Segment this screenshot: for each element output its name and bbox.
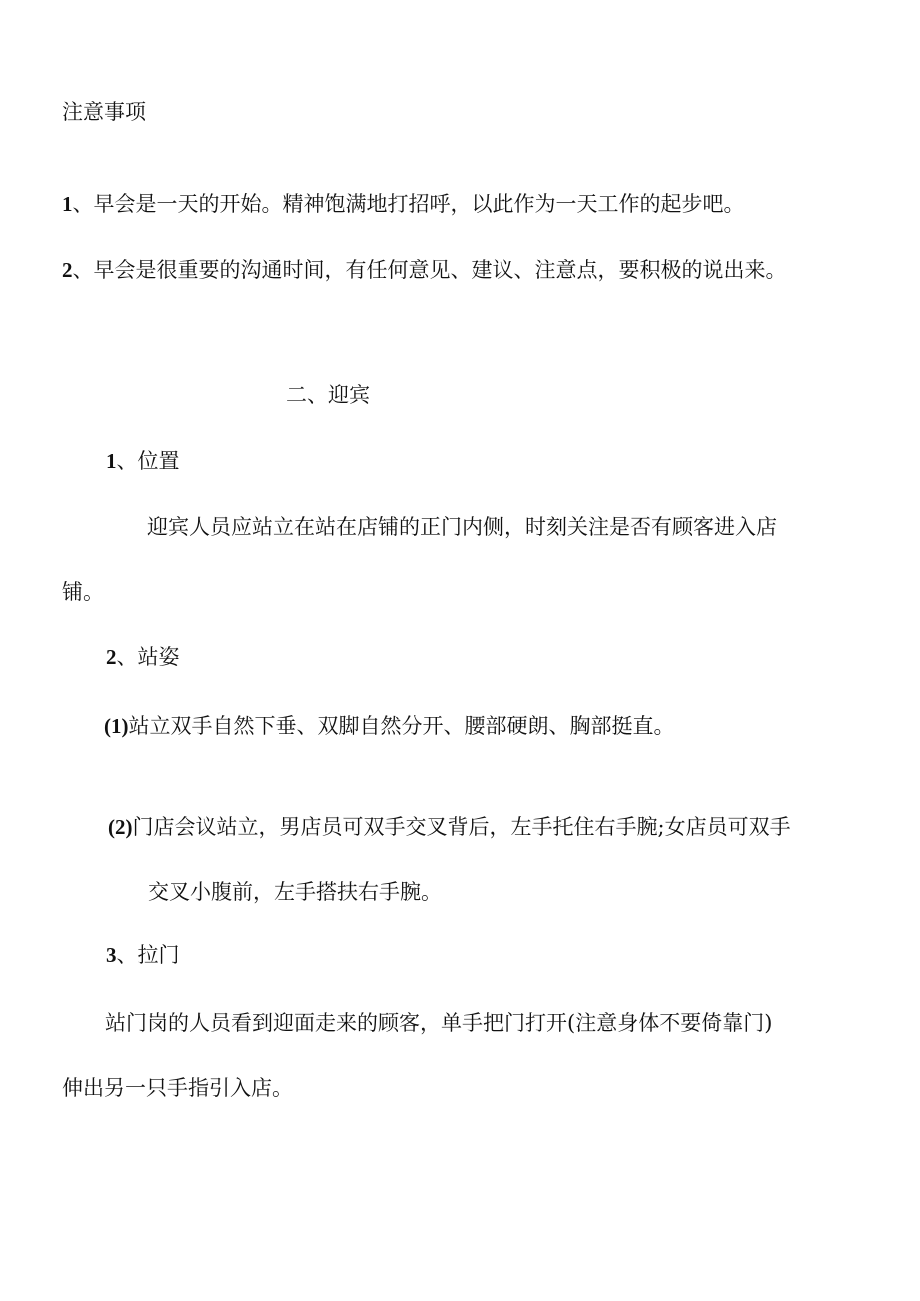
- point-text: 门店会议站立，男店员可双手交叉背后，左手托住右手腕;女店员可双手: [132, 815, 791, 839]
- item-number: 1: [106, 449, 117, 473]
- item-number: 3: [106, 943, 117, 967]
- item-text: 、拉门: [116, 943, 180, 967]
- item-text: 、早会是很重要的沟通时间，有任何意见、建议、注意点，要积极的说出来。: [72, 258, 787, 282]
- posture-point-1: [104, 712, 675, 740]
- item-text: 、早会是一天的开始。精神饱满地打招呼，以此作为一天工作的起步吧。: [72, 192, 745, 216]
- subheading-posture: [106, 643, 180, 671]
- door-text-line-2: 伸出另一只手指引入店。: [62, 1076, 293, 1100]
- door-text-line-1: 站门岗的人员看到迎面走来的顾客，单手把门打开(注意身体不要倚靠门): [105, 1011, 773, 1035]
- position-text-line-1: 迎宾人员应站立在站在店铺的正门内侧，时刻关注是否有顾客进入店: [147, 515, 777, 539]
- item-text: 、位置: [116, 449, 180, 473]
- item-number: 2: [106, 645, 117, 669]
- section-title: 二、迎宾: [286, 383, 370, 407]
- point-number: (2): [108, 815, 133, 839]
- position-text-line-2: 铺。: [62, 580, 104, 604]
- notes-item-1: [62, 190, 745, 218]
- notes-item-2: [62, 256, 787, 284]
- subheading-door: [106, 941, 180, 969]
- item-number: 2: [62, 258, 73, 282]
- point-number: (1): [104, 714, 129, 738]
- subheading-position: [106, 447, 180, 475]
- item-number: 1: [62, 192, 73, 216]
- posture-point-2: [108, 813, 791, 841]
- posture-point-2-line-2: 交叉小腹前，左手搭扶右手腕。: [148, 880, 442, 904]
- point-text: 站立双手自然下垂、双脚自然分开、腰部硬朗、胸部挺直。: [128, 714, 675, 738]
- notes-heading: 注意事项: [62, 100, 146, 124]
- item-text: 、站姿: [116, 645, 180, 669]
